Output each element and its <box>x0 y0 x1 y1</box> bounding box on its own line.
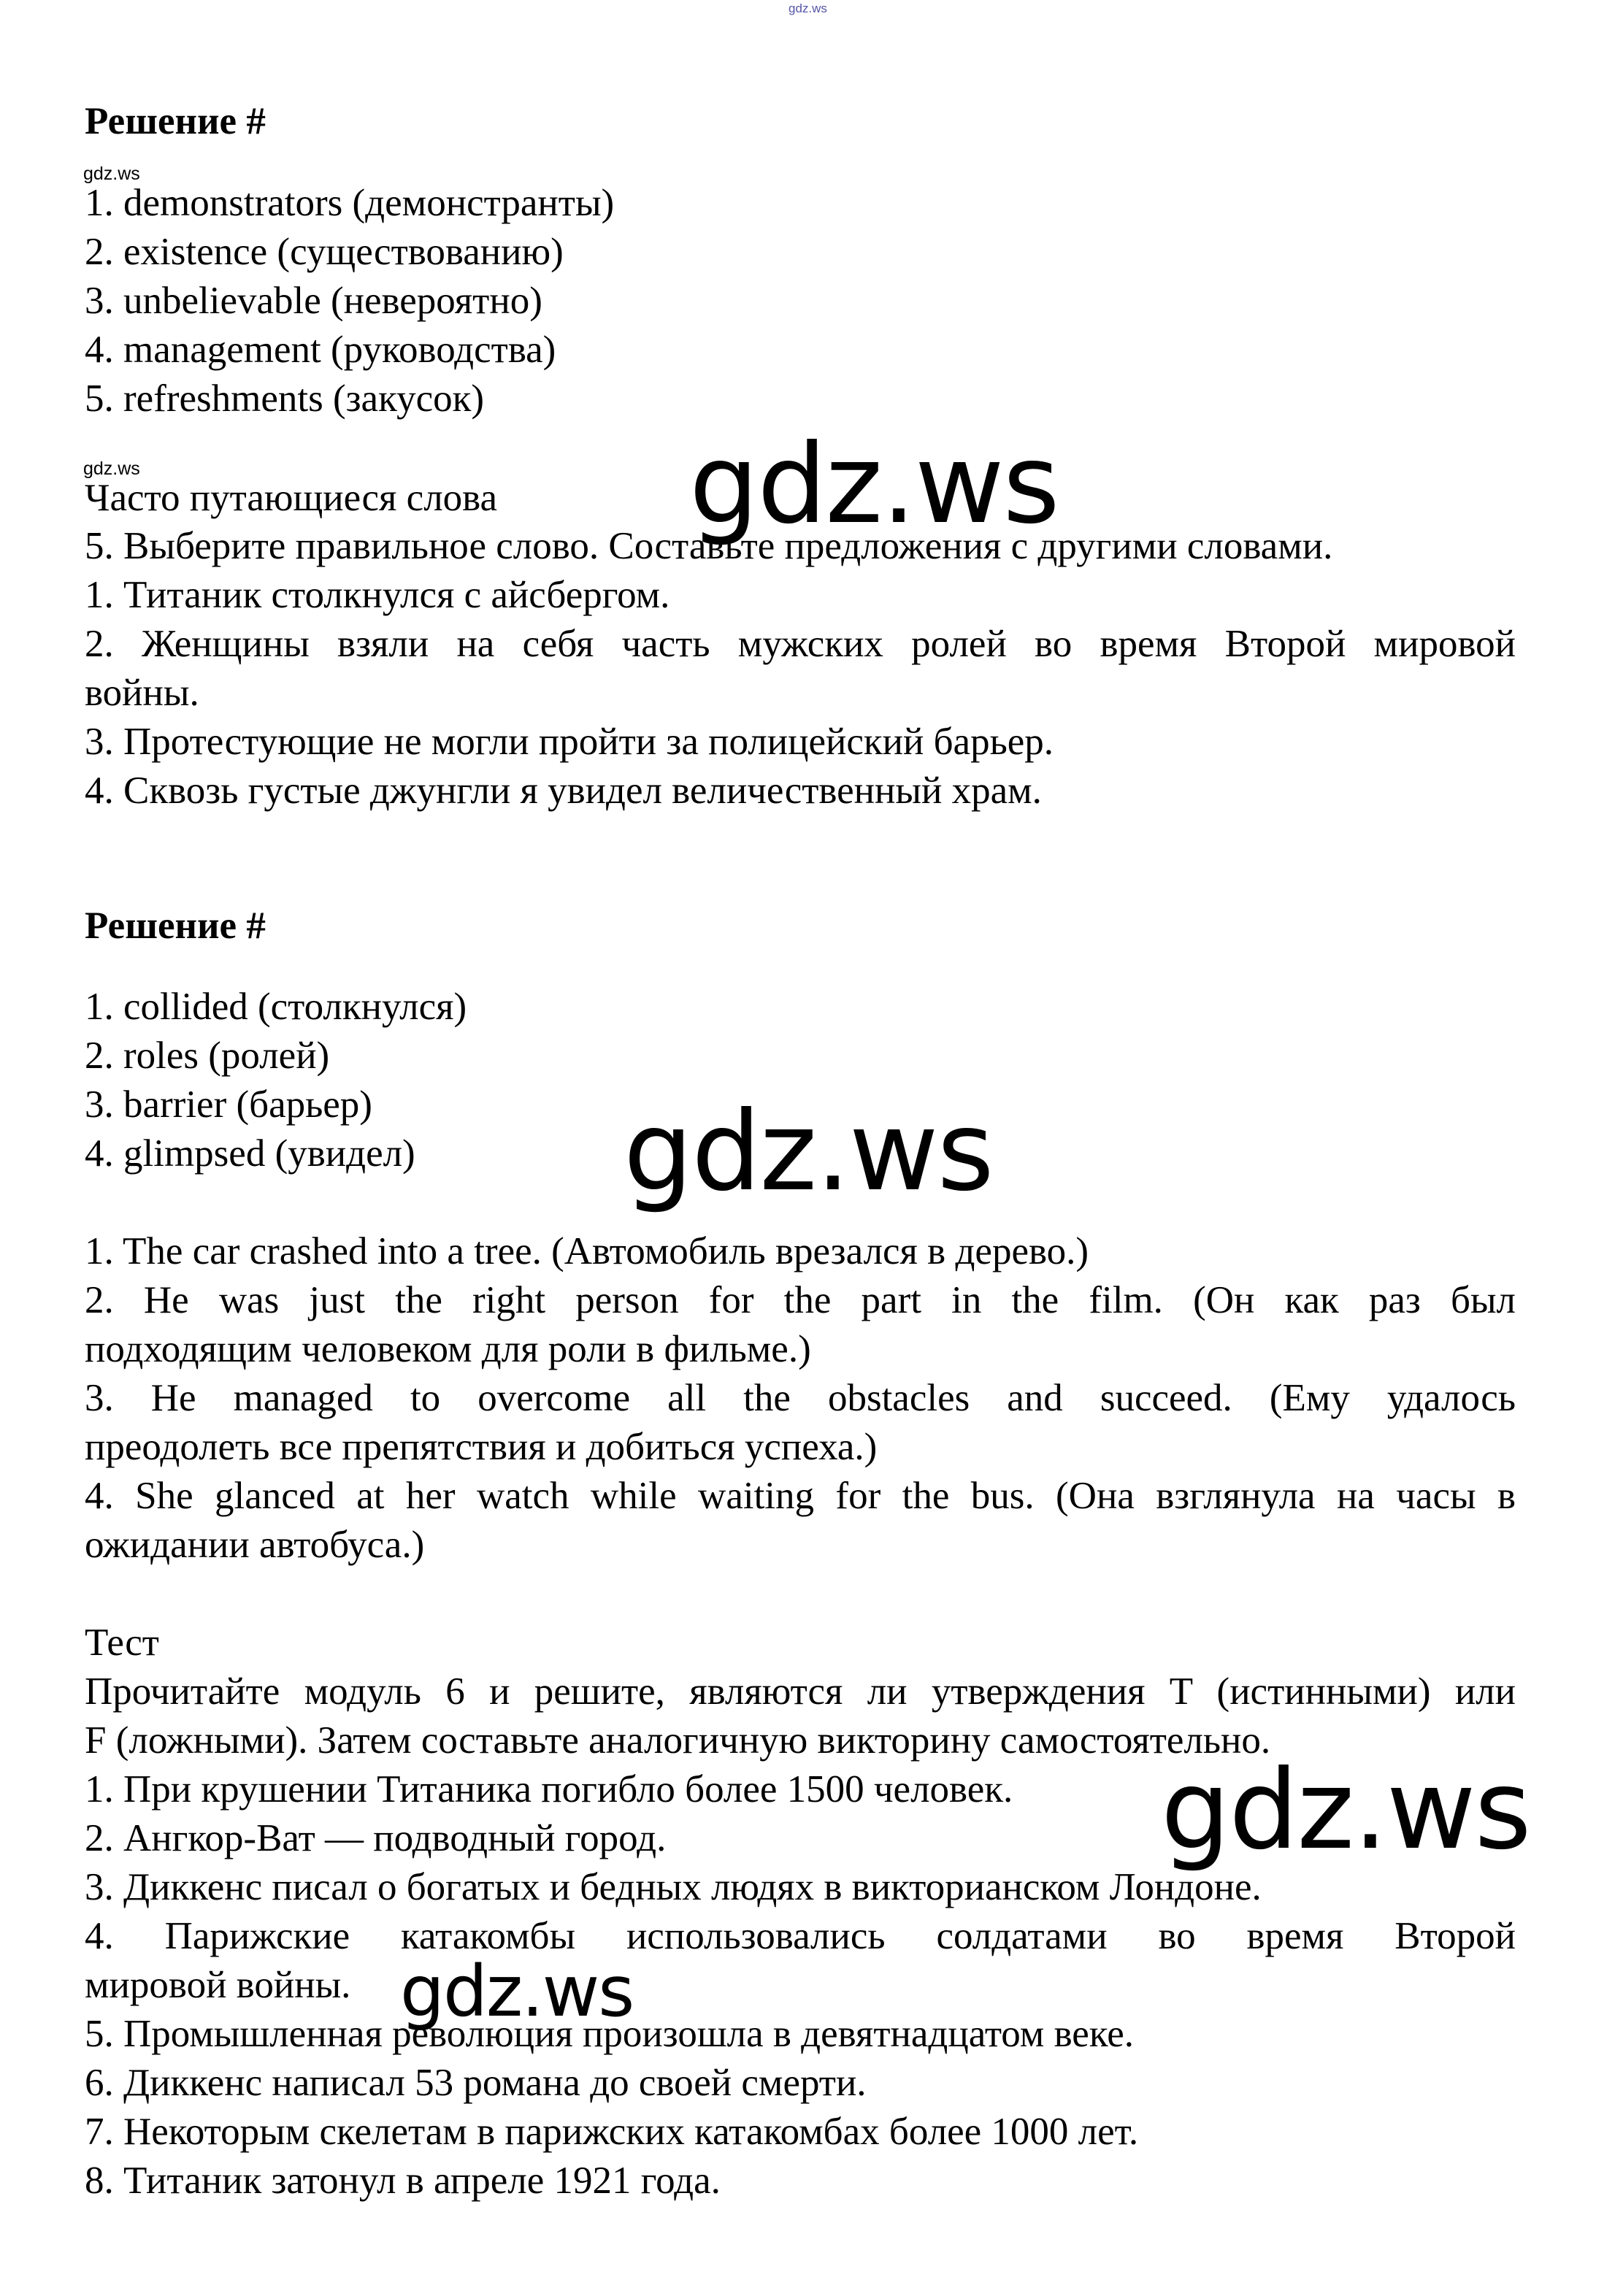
site-mark-2: gdz.ws <box>83 458 140 479</box>
test-intro-line2: F (ложными). Затем составьте аналогичную викторину самостоятельно. <box>85 1719 1271 1762</box>
example-sentence-2-line1: 2. He was just the right person for the part in the film. (Он как раз был <box>85 1279 1516 1321</box>
site-mark-1: gdz.ws <box>83 164 140 184</box>
answer-item-2: 2. existence (существованию) <box>85 231 564 273</box>
top-watermark: gdz.ws <box>789 1 827 15</box>
test-question-4-line2: мировой войны. <box>85 1964 351 2006</box>
watermark-logo-4: gdz.ws <box>400 1951 634 2032</box>
test-question-1: 1. При крушении Титаника погибло более 1500 человек. <box>85 1768 1013 1811</box>
example-sentence-3-line1: 3. He managed to overcome all the obstacles and succeed. (Ему удалось <box>85 1377 1516 1419</box>
example-sentence-1: 1. The car crashed into a tree. (Автомобиль врезался в дерево.) <box>85 1230 1089 1272</box>
watermark-logo-1: gdz.ws <box>689 421 1059 548</box>
task-instruction: 5. Выберите правильное слово. Составьте предложения с другими словами. <box>85 525 1333 567</box>
task-sentence-2-line1: 2. Женщины взяли на себя часть мужских ролей во время Второй мировой <box>85 623 1516 665</box>
answer-item-1: 1. demonstrators (демонстранты) <box>85 182 615 224</box>
solution-item-2: 2. roles (ролей) <box>85 1034 330 1077</box>
watermark-logo-3: gdz.ws <box>1161 1747 1530 1874</box>
solution-item-1: 1. collided (столкнулся) <box>85 986 467 1028</box>
task-sentence-1: 1. Титаник столкнулся с айсбергом. <box>85 574 670 616</box>
answer-item-5: 5. refreshments (закусок) <box>85 377 485 420</box>
test-question-8: 8. Титаник затонул в апреле 1921 года. <box>85 2159 721 2202</box>
example-sentence-4-line2: ожидании автобуса.) <box>85 1524 425 1566</box>
solution-item-3: 3. barrier (барьер) <box>85 1083 372 1126</box>
task-sentence-3: 3. Протестующие не могли пройти за полицейский барьер. <box>85 721 1054 763</box>
example-sentence-4-line1: 4. She glanced at her watch while waiting for the bus. (Она взглянула на часы в <box>85 1475 1516 1517</box>
watermark-logo-2: gdz.ws <box>624 1089 993 1216</box>
example-sentence-3-line2: преодолеть все препятствия и добиться успеха.) <box>85 1426 878 1468</box>
test-question-7: 7. Некоторым скелетам в парижских катакомбах более 1000 лет. <box>85 2111 1139 2153</box>
task-sentence-4: 4. Сквозь густые джунгли я увидел величественный храм. <box>85 769 1042 812</box>
answer-item-3: 3. unbelievable (невероятно) <box>85 280 542 322</box>
answer-item-4: 4. management (руководства) <box>85 329 556 371</box>
solution-heading-2: Решение # <box>85 905 266 947</box>
solution-heading-1: Решение # <box>85 100 266 142</box>
test-title: Тест <box>85 1621 159 1664</box>
test-question-5: 5. Промышленная революция произошла в девятнадцатом веке. <box>85 2013 1135 2055</box>
example-sentence-2-line2: подходящим человеком для роли в фильме.) <box>85 1328 811 1370</box>
test-question-2: 2. Ангкор-Ват — подводный город. <box>85 1817 667 1859</box>
test-question-4-line1: 4. Парижские катакомбы использовались солдатами во время Второй <box>85 1915 1516 1957</box>
test-intro-line1: Прочитайте модуль 6 и решите, являются ли утверждения T (истинными) или <box>85 1670 1516 1713</box>
test-question-6: 6. Диккенс написал 53 романа до своей смерти. <box>85 2062 867 2104</box>
test-question-3: 3. Диккенс писал о богатых и бедных людях в викторианском Лондоне. <box>85 1866 1262 1908</box>
section-title-confused-words: Часто путающиеся слова <box>85 477 497 519</box>
solution-item-4: 4. glimpsed (увидел) <box>85 1132 415 1175</box>
task-sentence-2-line2: войны. <box>85 672 199 714</box>
